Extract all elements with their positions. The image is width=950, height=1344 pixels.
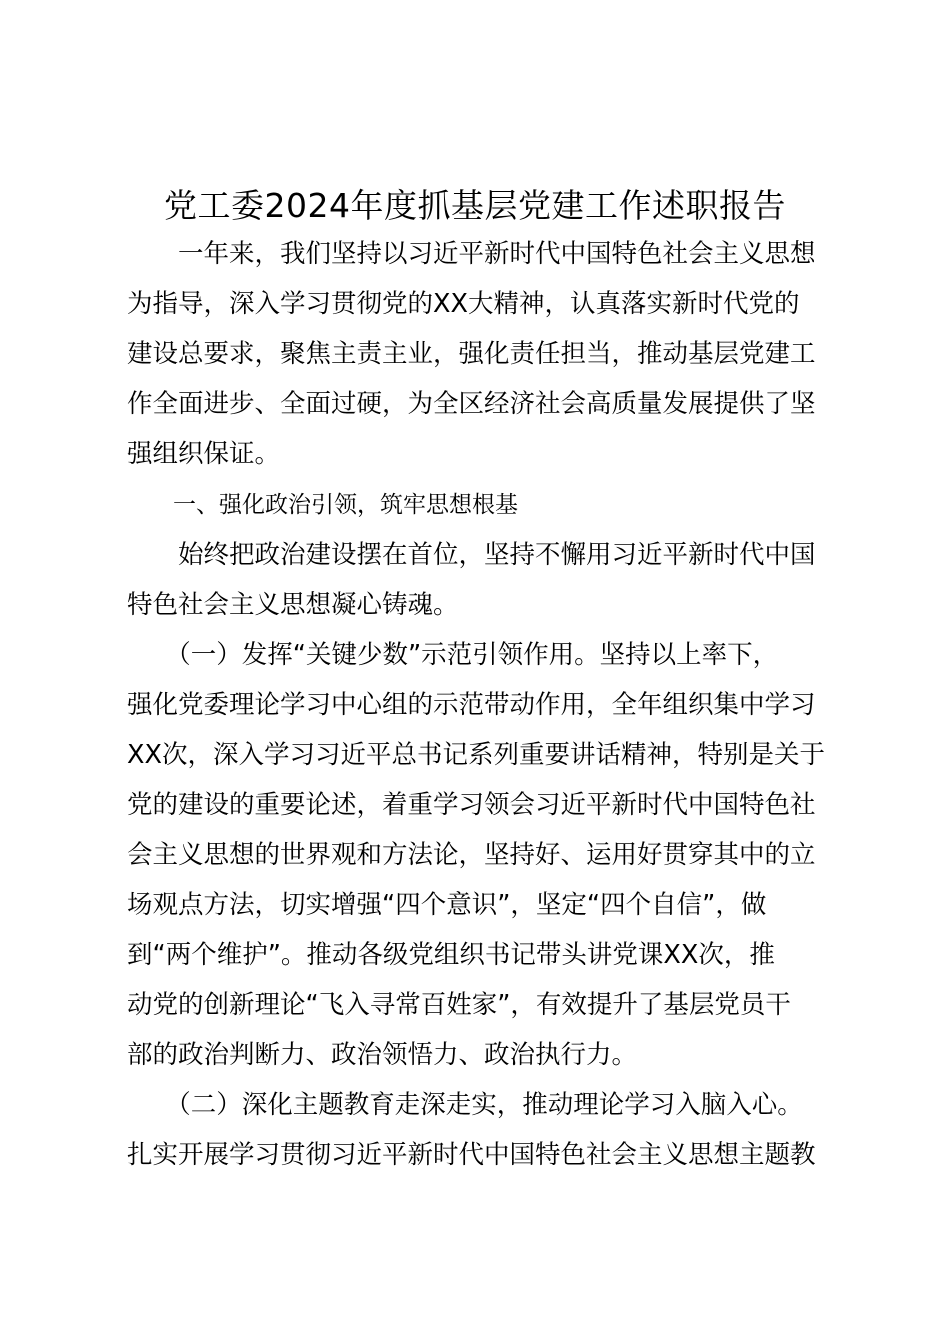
paragraph-line: 场观点方法，切实增强“四个意识”，坚定“四个自信”，做 xyxy=(127,890,767,920)
section-heading: 一、强化政治引领，筑牢思想根基 xyxy=(127,492,518,518)
paragraph-line: 一年来，我们坚持以习近平新时代中国特色社会主义思想 xyxy=(127,239,816,269)
paragraph-line: 为指导，深入学习贯彻党的XX大精神，认真落实新时代党的 xyxy=(127,289,800,319)
paragraph-line: 建设总要求，聚焦主责主业，强化责任担当，推动基层党建工 xyxy=(127,339,816,369)
paragraph-line: 部的政治判断力、政治领悟力、政治执行力。 xyxy=(127,1040,638,1070)
paragraph-line: （一）发挥“关键少数”示范引领作用。坚持以上率下， xyxy=(127,640,779,670)
paragraph-line: 作全面进步、全面过硬，为全区经济社会高质量发展提供了坚 xyxy=(127,389,816,419)
paragraph-line: （二）深化主题教育走深走实，推动理论学习入脑入心。 xyxy=(127,1090,803,1120)
paragraph-line: 动党的创新理论“飞入寻常百姓家”，有效提升了基层党员干 xyxy=(127,990,791,1020)
paragraph-line: 特色社会主义思想凝心铸魂。 xyxy=(127,590,459,620)
paragraph-line: 始终把政治建设摆在首位，坚持不懈用习近平新时代中国 xyxy=(127,540,816,570)
paragraph-line: 强化党委理论学习中心组的示范带动作用，全年组织集中学习 xyxy=(127,690,816,720)
paragraph-line: 会主义思想的世界观和方法论，坚持好、运用好贯穿其中的立 xyxy=(127,840,816,870)
paragraph-line: 扎实开展学习贯彻习近平新时代中国特色社会主义思想主题教 xyxy=(127,1140,816,1170)
paragraph-line: XX次，深入学习习近平总书记系列重要讲话精神，特别是关于 xyxy=(127,740,825,770)
document-title: 党工委2024年度抓基层党建工作述职报告 xyxy=(164,186,786,225)
paragraph-line: 党的建设的重要论述，着重学习领会习近平新时代中国特色社 xyxy=(127,790,816,820)
paragraph-line: 到“两个维护”。推动各级党组织书记带头讲党课XX次，推 xyxy=(127,940,775,970)
paragraph-line: 强组织保证。 xyxy=(127,439,281,469)
